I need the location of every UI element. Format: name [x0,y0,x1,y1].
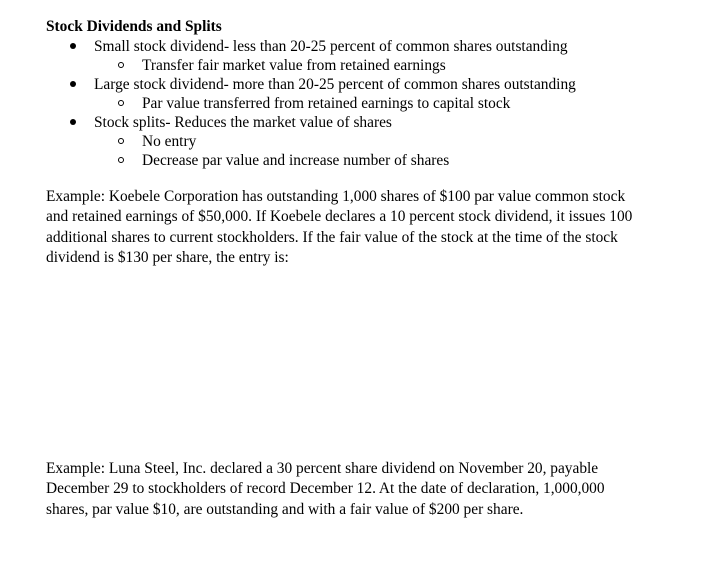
paragraph-line: and retained earnings of $50,000. If Koebele declares a 10 percent stock dividend, it issues 100 [46,208,633,226]
section-heading: Stock Dividends and Splits [46,18,222,35]
sub-bullet-circle-icon [118,100,124,106]
paragraph-line: December 29 to stockholders of record December 12. At the date of declaration, 1,000,000 [46,480,605,498]
sub-bullet-circle-icon [118,138,124,144]
sub-bullet-item: Decrease par value and increase number of shares [142,152,450,169]
bullet-dot-icon [70,43,76,49]
paragraph-line: additional shares to current stockholders. If the fair value of the stock at the time of the stock [46,228,618,246]
sub-bullet-circle-icon [118,62,124,68]
sub-bullet-item: No entry [142,133,197,150]
bullet-dot-icon [70,81,76,87]
bullet-item-large-stock-dividend: Large stock dividend- more than 20-25 percent of common shares outstanding [94,76,576,93]
paragraph-line: Example: Luna Steel, Inc. declared a 30 percent share dividend on November 20, payable [46,460,599,477]
example-paragraph-koebele [46,187,676,268]
bullet-item-stock-splits: Stock splits- Reduces the market value of shares [94,114,392,131]
bullet-item-small-stock-dividend: Small stock dividend- less than 20-25 percent of common shares outstanding [94,38,568,55]
sub-bullet-item: Transfer fair market value from retained earnings [142,57,446,74]
sub-bullet-item: Par value transferred from retained earnings to capital stock [142,95,511,112]
paragraph-line: Example: Koebele Corporation has outstanding 1,000 shares of $100 par value common stock [46,188,626,205]
example-paragraph-luna-steel [46,459,676,520]
paragraph-line: shares, par value $10, are outstanding and with a fair value of $200 per share. [46,500,524,518]
paragraph-line: dividend is $130 per share, the entry is: [46,248,289,266]
sub-bullet-circle-icon [118,157,124,163]
bullet-dot-icon [70,119,76,125]
